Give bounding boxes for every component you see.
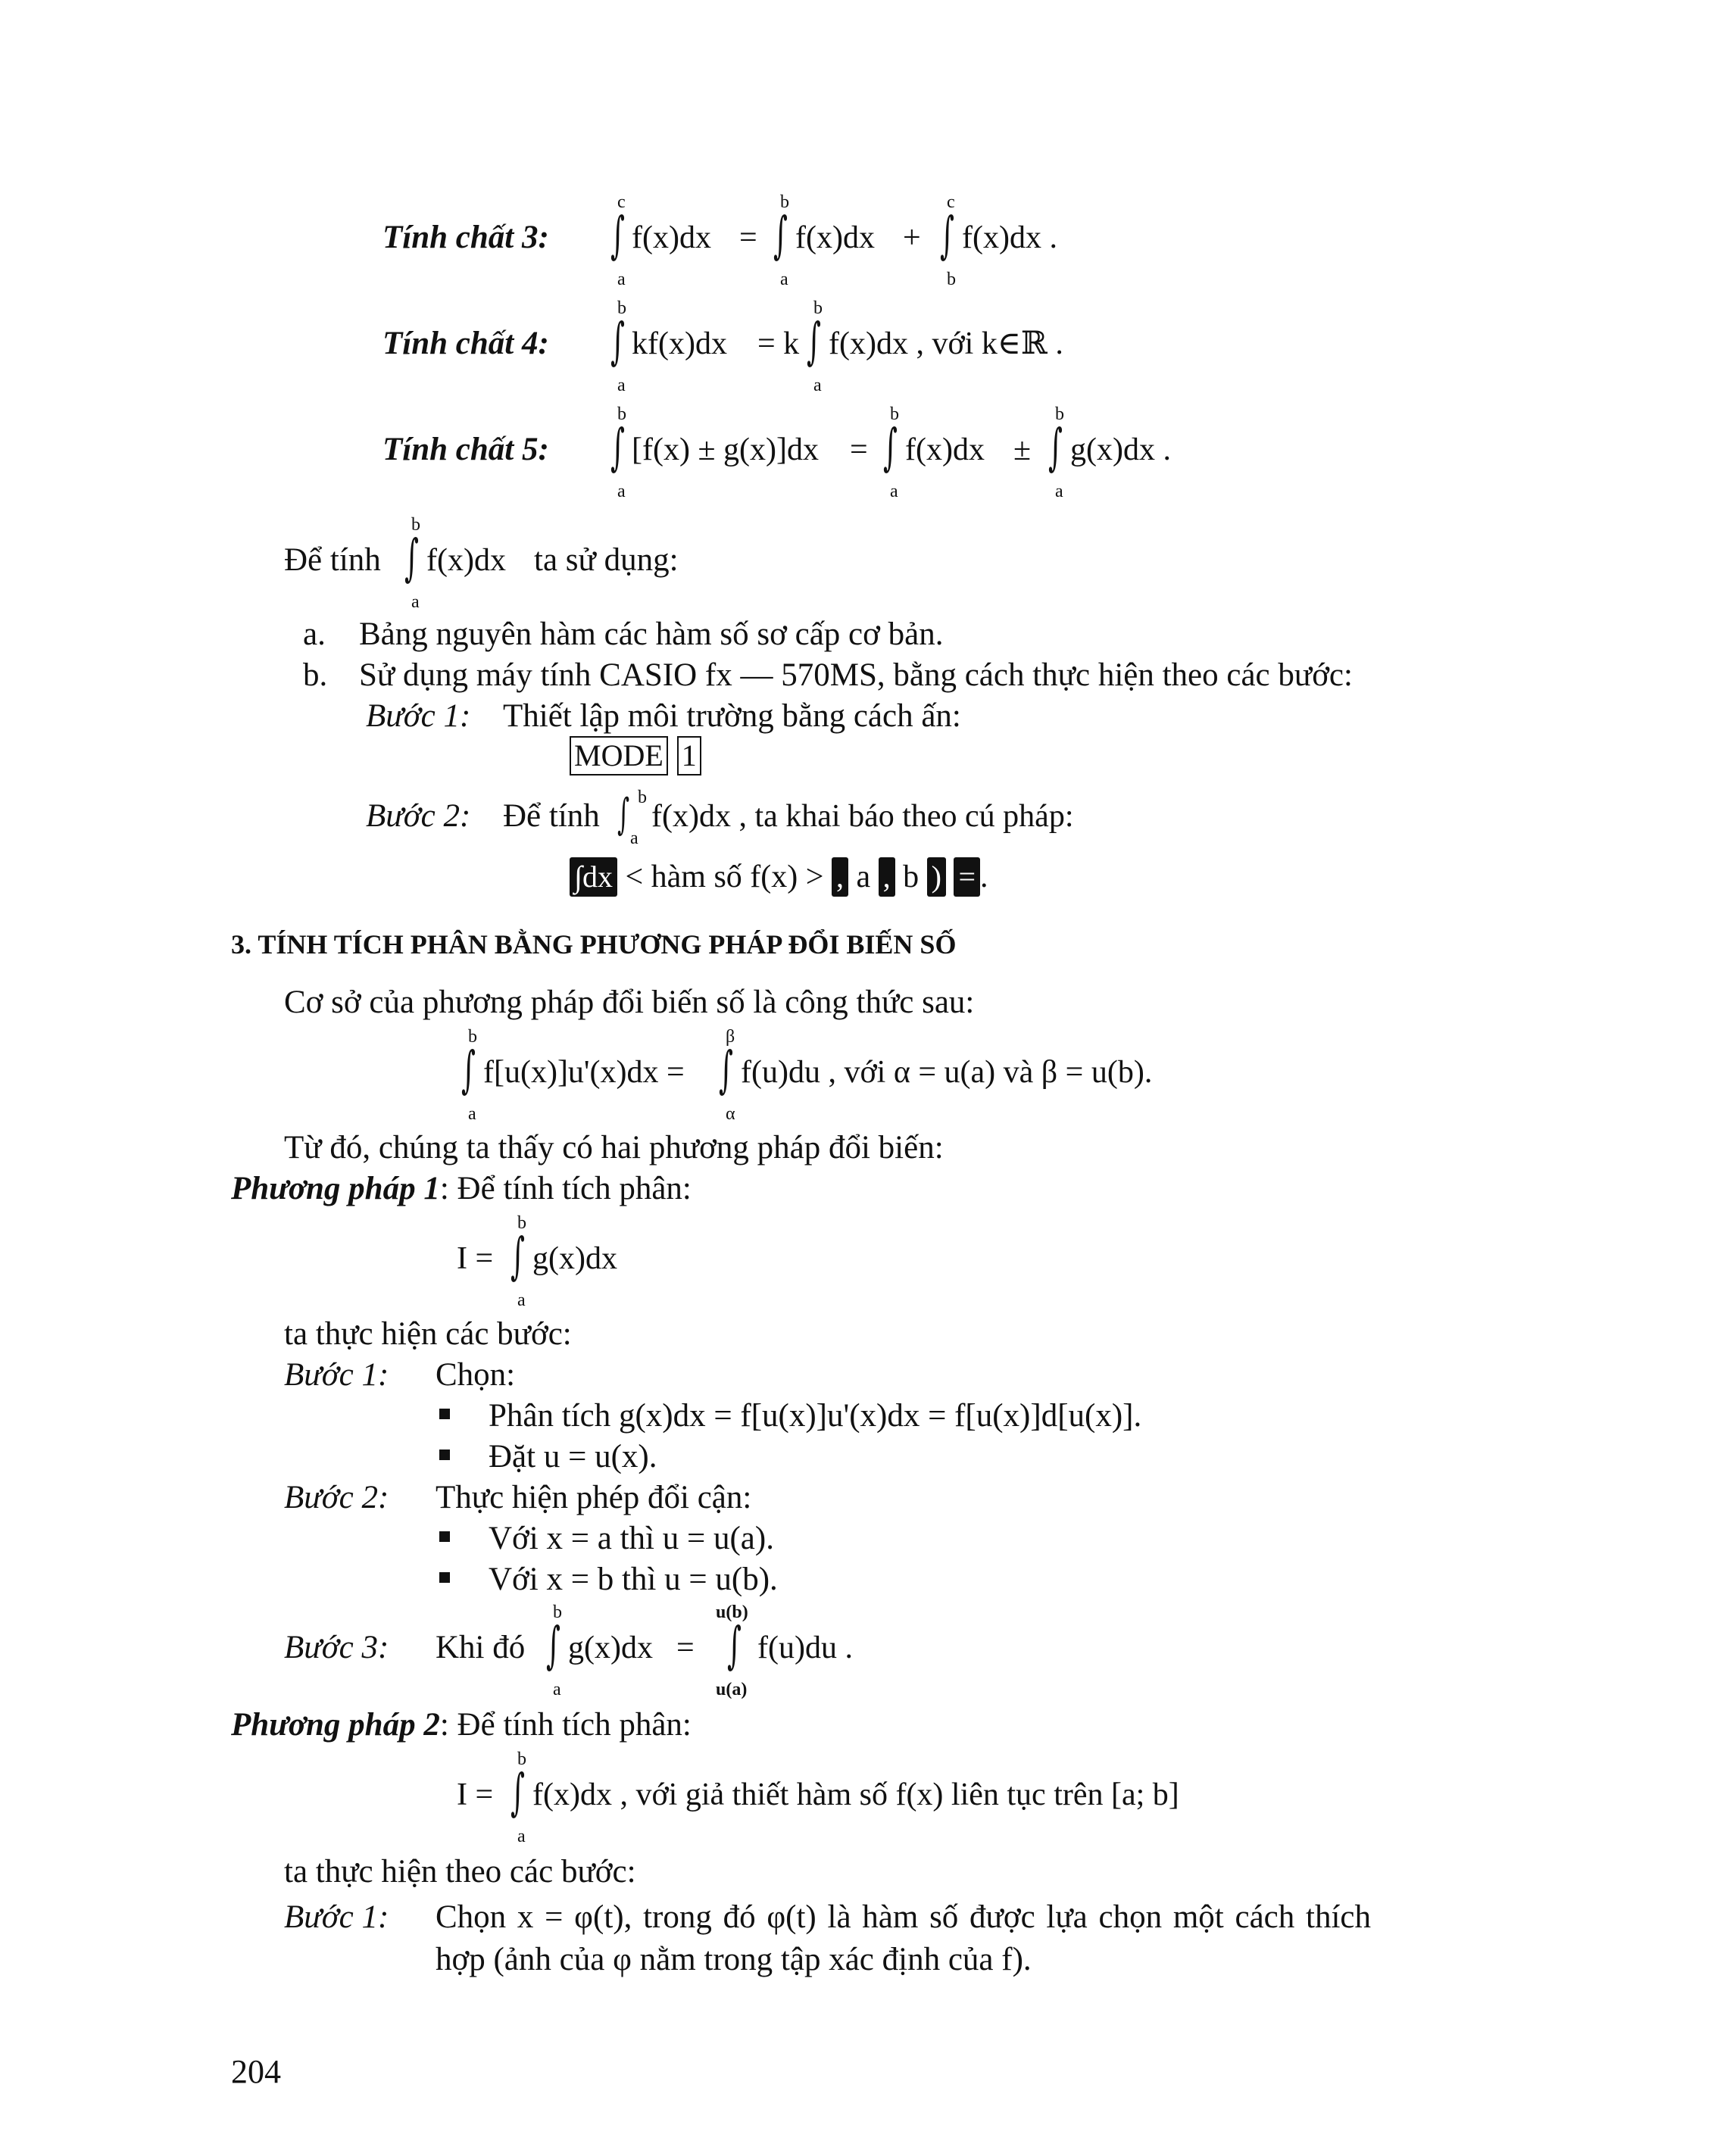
limit-upper: b (517, 1749, 526, 1769)
bullet-text: Với x = a thì u = u(a). (489, 1521, 774, 1556)
integral-sign-icon: ∫ (610, 206, 625, 264)
limit-lower: a (553, 1680, 561, 1699)
integrand: f(x)dx (905, 432, 985, 467)
integrand: kf(x)dx (632, 326, 727, 361)
bullet-text: Với x = b thì u = u(b). (489, 1562, 778, 1597)
property-5-label: Tính chất 5: (382, 432, 549, 467)
limit-lower: a (1055, 482, 1063, 501)
mode-key: MODE (570, 736, 668, 775)
syntax-a: a (856, 860, 871, 894)
bullet-icon (439, 1450, 450, 1460)
limit-upper: b (813, 298, 823, 318)
integral-sign-icon: ∫ (883, 418, 898, 476)
step-label: Bước 2: (366, 798, 471, 834)
integral-sign-icon: ∫ (807, 312, 821, 370)
method-2-label: Phương pháp 2 (231, 1707, 440, 1743)
limit-lower: a (617, 376, 626, 395)
bullet-icon (439, 1531, 450, 1542)
paren-key: ) (927, 857, 946, 897)
property-3-label: Tính chất 3: (382, 220, 549, 255)
method-2-text: : Để tính tích phân: (439, 1707, 692, 1743)
integral-sign-icon: ∫ (1048, 418, 1063, 476)
I-equals: I = (457, 1777, 494, 1812)
limit-upper: b (553, 1602, 562, 1622)
I-equals: I = (457, 1241, 494, 1276)
plus-minus-sign: ± (1013, 432, 1032, 467)
limit-lower: a (617, 270, 626, 289)
step-text: Chọn x = φ(t), trong đó φ(t) là hàm số được lựa chọn một cách thích (436, 1899, 1371, 1935)
step-label: Bước 1: (284, 1357, 389, 1393)
integral-sign-icon: ∫ (719, 1041, 733, 1099)
equals-k: = k (757, 326, 800, 361)
integral-sign-icon: ∫ (461, 1041, 476, 1099)
integral-sign-icon: ∫ (546, 1616, 560, 1674)
key-1: 1 (677, 736, 701, 775)
syntax-text: < hàm số f(x) > (625, 860, 824, 894)
limit-upper: b (617, 298, 626, 318)
limit-lower: a (517, 1827, 526, 1846)
comma-key: , (879, 857, 895, 897)
list-item: Sử dụng máy tính CASIO fx — 570MS, bằng cách thực hiện theo các bước: (359, 657, 1353, 693)
integrand: g(x)dx (532, 1241, 617, 1276)
syntax-line (570, 857, 988, 897)
integrand: f(x)dx , với k∈ℝ . (829, 326, 1063, 361)
limit-upper: b (411, 515, 420, 535)
step-label: Bước 2: (284, 1480, 389, 1515)
plus-sign: + (903, 220, 921, 255)
key-sequence (570, 736, 701, 775)
integrand: [f(x) ± g(x)]dx (632, 432, 819, 467)
integral-sign-icon: ∫ (610, 312, 625, 370)
limit-lower: α (726, 1104, 735, 1124)
step-text: Để tính (503, 798, 600, 834)
bullet-text: Phân tích g(x)dx = f[u(x)]u'(x)dx = f[u(x)]d[u(x)]. (489, 1398, 1142, 1434)
integral-sign-icon: ∫ (404, 529, 419, 587)
limit-lower: a (517, 1290, 526, 1310)
integrand: f(x)dx (426, 543, 506, 578)
list-item: Bảng nguyên hàm các hàm số sơ cấp cơ bản. (359, 616, 944, 652)
list-marker: b. (303, 657, 328, 693)
limit-upper: b (517, 1213, 526, 1233)
step-text: Chọn: (436, 1357, 516, 1393)
comma-key: , (832, 857, 848, 897)
paragraph: ta thực hiện theo các bước: (284, 1854, 636, 1890)
compute-intro-tail: ta sử dụng: (534, 542, 679, 578)
limit-upper: β (726, 1027, 735, 1047)
limit-lower: a (411, 592, 420, 612)
limit-upper: b (638, 788, 647, 807)
integral-sign-icon: ∫ (727, 1616, 742, 1674)
integral-sign-icon: ∫ (510, 1227, 525, 1285)
limit-upper: c (947, 192, 955, 212)
integral-sign-icon: ∫ (617, 790, 630, 839)
integrand: f(x)dx , với giả thiết hàm số f(x) liên tục trên [a; b] (532, 1777, 1179, 1812)
limit-upper: b (468, 1027, 477, 1047)
limit-upper: b (1055, 404, 1064, 424)
formula-right: f(u)du , với α = u(a) và β = u(b). (741, 1055, 1153, 1090)
limit-upper: b (617, 404, 626, 424)
step-text-tail: f(x)dx , ta khai báo theo cú pháp: (651, 799, 1074, 834)
method-1-line (231, 1169, 692, 1209)
paragraph: ta thực hiện các bước: (284, 1316, 572, 1352)
integrand: g(x)dx . (1070, 432, 1171, 467)
list-marker: a. (303, 616, 326, 652)
limit-lower: a (468, 1104, 476, 1124)
integral-sign-icon: ∫ (940, 206, 954, 264)
bullet-icon (439, 1572, 450, 1583)
equals-sign: = (850, 432, 868, 467)
integrand: f(x)dx . (962, 220, 1057, 255)
integral-sign-icon: ∫ (773, 206, 788, 264)
page-number: 204 (231, 2053, 281, 2090)
equals-key: = (954, 857, 980, 897)
equals-sign: = (739, 220, 757, 255)
limit-lower: a (780, 270, 788, 289)
step-label: Bước 1: (366, 698, 471, 734)
step-label: Bước 3: (284, 1630, 389, 1665)
integral-sign-icon: ∫ (610, 418, 625, 476)
section-heading: 3. TÍNH TÍCH PHÂN BẰNG PHƯƠNG PHÁP ĐỔI BIẾN SỐ (231, 929, 957, 960)
integral-sign-icon: ∫ (510, 1763, 525, 1821)
step-label: Bước 1: (284, 1899, 389, 1935)
step-text: hợp (ảnh của φ nằm trong tập xác định của f). (436, 1942, 1032, 1977)
method-1-text: : Để tính tích phân: (439, 1171, 692, 1206)
limit-lower: a (617, 482, 626, 501)
step-text: Thực hiện phép đổi cận: (436, 1480, 752, 1515)
limit-lower: a (890, 482, 898, 501)
limit-lower: a (813, 376, 822, 395)
limit-upper: c (617, 192, 626, 212)
method-2-line (231, 1705, 692, 1745)
bullet-icon (439, 1409, 450, 1419)
paragraph: Cơ sở của phương pháp đổi biến số là công thức sau: (284, 985, 975, 1020)
integrand: f(x)dx (632, 220, 711, 255)
compute-intro: Để tính (284, 542, 381, 578)
limit-lower: b (947, 270, 956, 289)
limit-upper: b (780, 192, 789, 212)
step-text: Thiết lập môi trường bằng cách ấn: (503, 698, 961, 734)
limit-lower: u(a) (716, 1680, 748, 1699)
syntax-b: b (903, 860, 920, 894)
integrand: f(x)dx (795, 220, 875, 255)
step-text: Khi đó (436, 1630, 526, 1665)
equals-sign: = (676, 1631, 695, 1665)
limit-lower: a (630, 829, 639, 848)
paragraph: Từ đó, chúng ta thấy có hai phương pháp đổi biến: (284, 1130, 944, 1166)
property-4-label: Tính chất 4: (382, 326, 549, 361)
formula-left: f[u(x)]u'(x)dx = (483, 1055, 685, 1090)
integrand: f(u)du . (757, 1631, 853, 1665)
limit-upper: u(b) (716, 1602, 748, 1622)
method-1-label: Phương pháp 1 (231, 1171, 440, 1206)
integral-key: ∫dx (570, 857, 617, 897)
integrand: g(x)dx (568, 1631, 653, 1665)
bullet-text: Đặt u = u(x). (489, 1439, 657, 1475)
syntax-dot: . (980, 860, 988, 894)
limit-upper: b (890, 404, 899, 424)
